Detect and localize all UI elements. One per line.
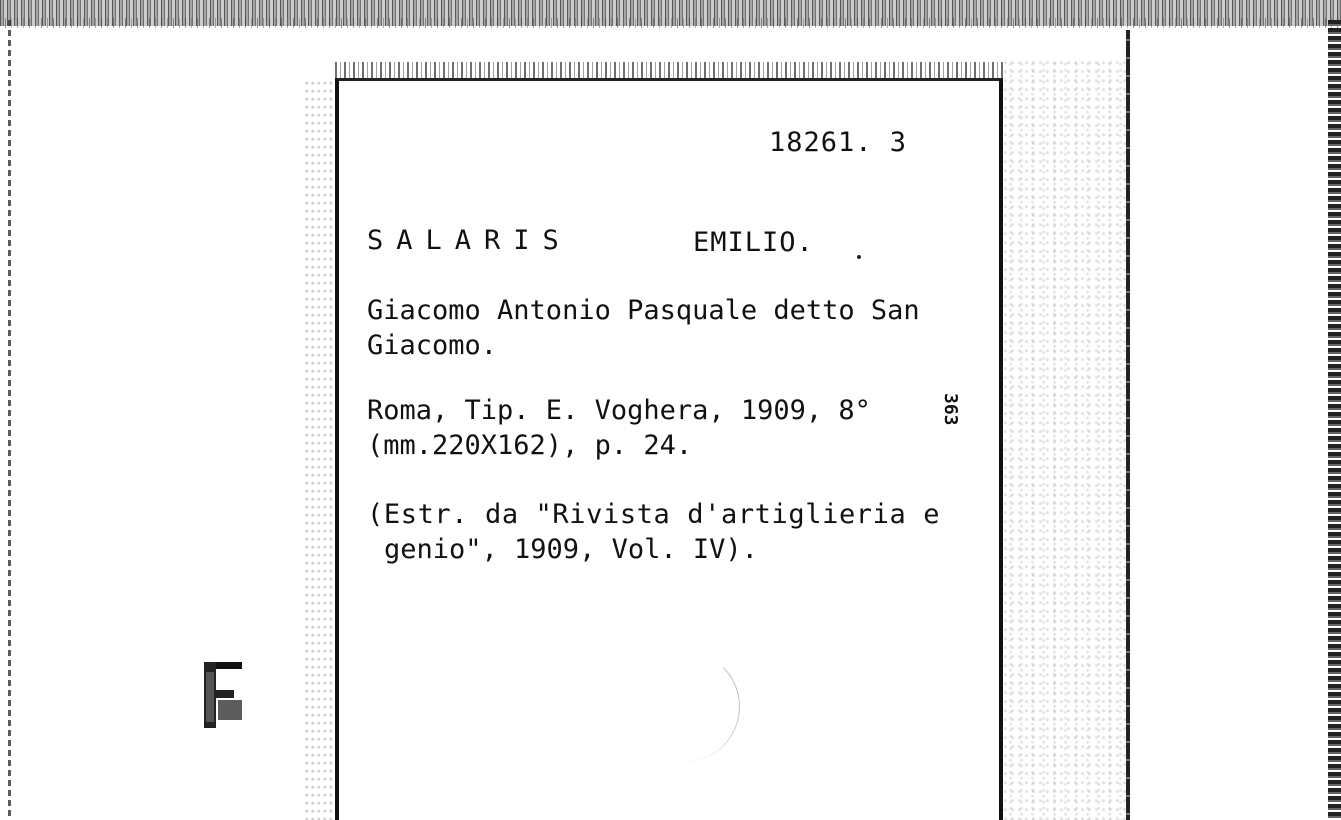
card-frame-right-line [1126,30,1130,820]
card-frame-right [1004,60,1130,820]
call-number: 18261. 3 [769,127,908,158]
scan-right-edge [1328,20,1341,820]
title-line-2: Giacomo. [367,330,498,361]
scan-noise [0,18,1341,28]
card-frame-left [305,80,335,820]
catalog-card [335,78,1003,820]
scan-left-edge [8,20,11,820]
imprint-line-1: Roma, Tip. E. Voghera, 1909, 8° [367,395,871,426]
ink-dot [857,255,861,259]
author-surname: SALARIS [367,225,572,256]
author-given-name: EMILIO. [693,227,814,258]
note-line-2: genio", 1909, Vol. IV). [384,534,758,565]
imprint-line-2: (mm.220X162), p. 24. [367,430,693,461]
title-line-1: Giacomo Antonio Pasquale detto San [367,295,920,326]
faint-arc-mark [629,651,740,762]
note-line-1: (Estr. da "Rivista d'artiglieria e [367,499,941,530]
f-stamp-icon [200,660,246,730]
side-number: 363 [940,393,961,426]
